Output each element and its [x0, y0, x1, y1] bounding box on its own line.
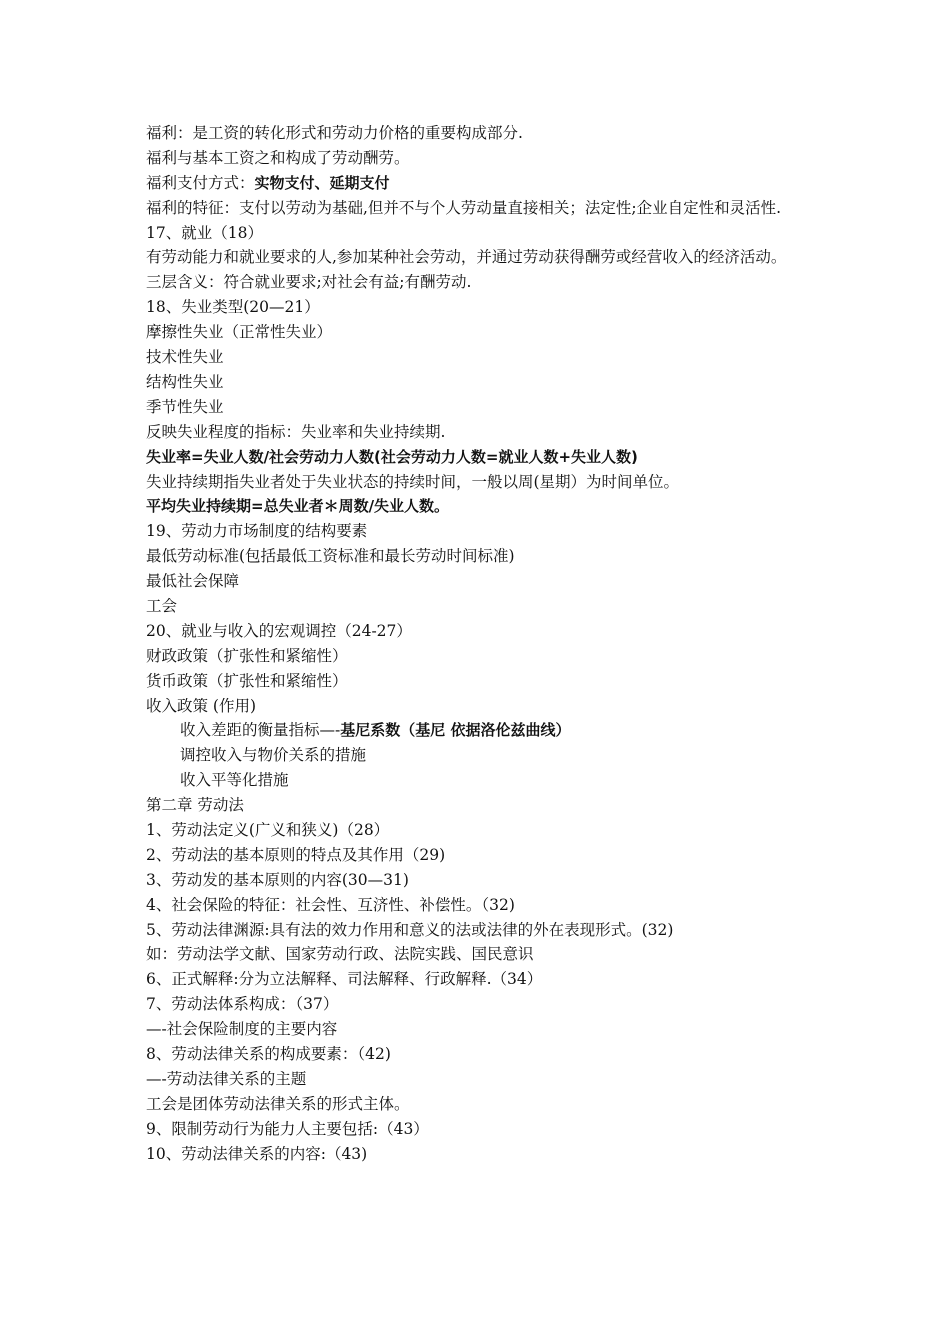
text-line: 如：劳动法学文献、国家劳动行政、法院实践、国民意识 [146, 945, 534, 964]
text-paragraph: 福利的特征：支付以劳动为基础,但并不与个人劳动量直接相关；法定性;企业自定性和灵活性. [146, 198, 782, 217]
bold-formula: 失业率=失业人数/社会劳动力人数(社会劳动力人数=就业人数+失业人数) [146, 447, 638, 466]
text-line: —-社会保险制度的主要内容 [146, 1020, 338, 1039]
text-line: 收入政策 (作用) [146, 696, 257, 715]
bold-text: 实物支付、延期支付 [254, 173, 390, 192]
formula-line [146, 445, 816, 470]
formula-line [146, 494, 816, 519]
list-item: 9、限制劳动行为能力人主要包括:（43） [146, 1119, 429, 1138]
indented-line: 收入差距的衡量指标—-基尼系数（基尼 依据洛伦兹曲线） [180, 721, 571, 740]
text-line: 福利支付方式：实物支付、延期支付 [146, 173, 390, 192]
text-line: 最低社会保障 [146, 572, 240, 591]
document-body [146, 121, 816, 1166]
text-line: 最低劳动标准(包括最低工资标准和最长劳动时间标准) [146, 547, 515, 566]
text-line: —-劳动法律关系的主题 [146, 1069, 307, 1088]
text-line: 失业持续期指失业者处于失业状态的持续时间，一般以周(星期）为时间单位。 [146, 472, 680, 491]
section-heading: 19、劳动力市场制度的结构要素 [146, 522, 368, 541]
text-line: 技术性失业 [146, 348, 224, 367]
list-item: 7、劳动法体系构成：（37） [146, 995, 339, 1014]
list-item: 10、劳动法律关系的内容:（43) [146, 1144, 368, 1163]
section-heading: 18、失业类型(20—21） [146, 298, 320, 317]
text-line: 工会是团体劳动法律关系的形式主体。 [146, 1094, 410, 1113]
section-heading: 17、就业（18） [146, 223, 263, 242]
list-item: 1、劳动法定义(广义和狭义)（28） [146, 820, 390, 839]
text-line: 福利与基本工资之和构成了劳动酬劳。 [146, 148, 410, 167]
indented-line: 调控收入与物价关系的措施 [180, 746, 367, 765]
list-item: 6、正式解释:分为立法解释、司法解释、行政解释.（34） [146, 970, 543, 989]
text-line: 季节性失业 [146, 397, 224, 416]
indented-line: 收入平等化措施 [180, 771, 289, 790]
list-item: 4、社会保险的特征：社会性、互济性、补偿性。（32) [146, 895, 515, 914]
list-item: 5、劳动法律渊源:具有法的效力作用和意义的法或法律的外在表现形式。(32) [146, 920, 674, 939]
text-line: 摩擦性失业（正常性失业） [146, 323, 333, 342]
text-line: 三层含义：符合就业要求;对社会有益;有酬劳动. [146, 273, 472, 292]
text-paragraph: 有劳动能力和就业要求的人,参加某种社会劳动，并通过劳动获得酬劳或经营收入的经济活动。 [146, 248, 787, 267]
text-line: 工会 [146, 596, 178, 615]
bold-formula: 平均失业持续期=总失业者＊周数/失业人数。 [146, 497, 450, 516]
text-line: 福利：是工资的转化形式和劳动力价格的重要构成部分. [146, 124, 523, 142]
section-heading: 20、就业与收入的宏观调控（24-27） [146, 621, 412, 640]
text-line: 反映失业程度的指标：失业率和失业持续期. [146, 422, 446, 441]
text-line: 结构性失业 [146, 372, 224, 391]
list-item: 2、劳动法的基本原则的特点及其作用（29) [146, 845, 446, 864]
text-line: 货币政策（扩张性和紧缩性） [146, 671, 348, 690]
list-item: 8、劳动法律关系的构成要素：（42) [146, 1044, 391, 1063]
chapter-heading: 第二章 劳动法 [146, 796, 244, 815]
text-line: 财政政策（扩张性和紧缩性） [146, 646, 348, 665]
bold-text: 基尼系数（基尼 依据洛伦兹曲线） [340, 721, 571, 740]
list-item: 3、劳动发的基本原则的内容(30—31) [146, 870, 409, 889]
